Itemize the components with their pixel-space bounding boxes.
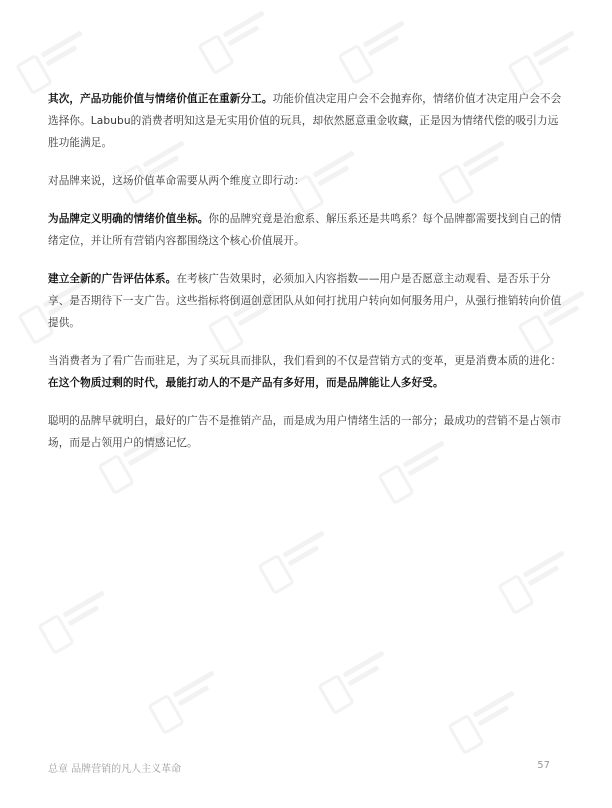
paragraph-heading: 其次，产品功能价值与情绪价值正在重新分工。: [48, 93, 273, 105]
paragraph-heading: 为品牌定义明确的情绪价值坐标。: [48, 213, 209, 225]
paragraph-text: 对品牌来说，这场价值革命需要从两个维度立即行动：: [48, 175, 305, 187]
watermark-icon: [255, 523, 343, 597]
paragraph-text: 功能价值决定用户会不会抛弃你，情绪价值才决定用户会不会选择你。Labubu的消费者明知这是无实用价值的玩具，却依然愿意重金收藏，正是因为情绪代偿的吸引力远胜功能满足。: [48, 93, 562, 149]
footer-chapter-title: 总章 品牌营销的凡人主义革命: [48, 764, 182, 775]
paragraph-brand-action: [48, 170, 564, 192]
paragraph-conclusion: [48, 410, 564, 454]
paragraph-text: 聪明的品牌早就明白，最好的广告不是推销产品，而是成为用户情绪生活的一部分；最成功的营销不是占领市场，而是占领用户的情感记忆。: [48, 415, 562, 449]
paragraph-heading: 建立全新的广告评估体系。: [48, 273, 177, 285]
watermark-icon: [505, 23, 593, 97]
watermark-icon: [195, 3, 283, 77]
page-number: 57: [537, 760, 550, 771]
watermark-icon: [145, 663, 233, 737]
paragraph-value-division: [48, 88, 564, 154]
watermark-icon: [35, 583, 123, 657]
paragraph-text: 当消费者为了看广告而驻足，为了买玩具而排队，我们看到的不仅是营销方式的变革，更是消费本质的进化：: [48, 355, 562, 367]
paragraph-emotion-coordinate: [48, 208, 564, 252]
watermark-icon: [495, 543, 583, 617]
watermark-icon: [335, 13, 423, 87]
paragraph-text: 你的品牌究竟是治愈系、解压系还是共鸣系？每个品牌都需要找到自己的情绪定位，并让所有营销内容都围绕这个核心价值展开。: [48, 213, 562, 247]
watermark-icon: [13, 23, 101, 97]
paragraph-text: 在考核广告效果时，必须加入内容指数——用户是否愿意主动观看、是否乐于分享、是否期待下一支广告。这些指标将倒逼创意团队从如何打扰用户转向如何服务用户，从强行推销转向价值提供。: [48, 273, 562, 329]
paragraph-key-statement: 在这个物质过剩的时代，最能打动人的不是产品有多好用，而是品牌能让人多好受。: [48, 377, 444, 389]
paragraph-consumption-evolution: [48, 350, 564, 394]
main-content: [48, 88, 564, 470]
paragraph-ad-evaluation: [48, 268, 564, 334]
watermark-icon: [315, 643, 403, 717]
watermark-icon: [445, 683, 533, 757]
